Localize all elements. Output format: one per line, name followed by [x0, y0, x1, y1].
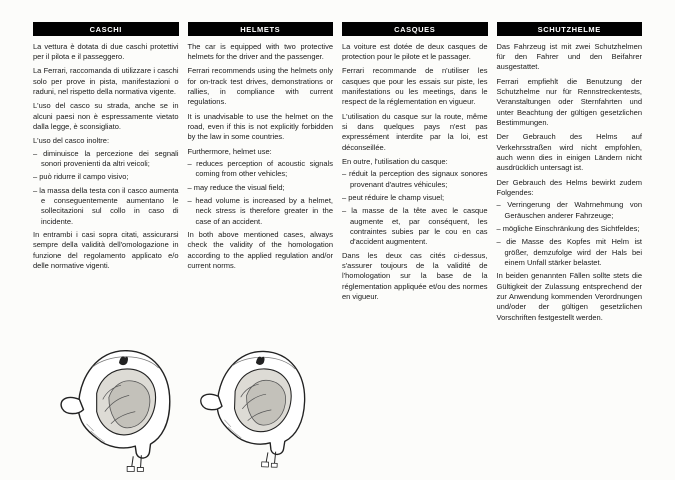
paragraph-closing: In both above mentioned cases, always check the validity of the homologation according to the applied regulation and/or current norms. [187, 230, 333, 271]
paragraph: La vettura è dotata di due caschi protettivi per il pilota e il passeggero. [33, 41, 179, 61]
four-language-columns [33, 22, 642, 327]
paragraph: Ferrari recommande de n'utiliser les casques que pour les essais sur piste, les manifestations ou les meetings, dans le respect de la réglementation en vigueur. [342, 66, 488, 107]
paragraph-lead: En outre, l'utilisation du casque: [342, 156, 448, 166]
bullet-item: – la masse de la tête avec le casque augmente et, par conséquent, les contraintes subies par le cou en cas d'accident augmentent. [342, 206, 488, 247]
bullet-item: – Verringerung der Wahrnehmung von Geräuschen anderer Fahrzeuge; [496, 200, 642, 220]
bullet-item: – réduit la perception des signaux sonores provenant d'autres véhicules; [342, 169, 488, 189]
paragraph-closing: Dans les deux cas cités ci-dessus, s'assurer toujours de la validité de l'homologation sur la base de la réglementation appliquée et/ou des normes en vigueur. [342, 250, 488, 302]
paragraph-lead: L'uso del casco inoltre: [33, 136, 110, 146]
paragraph-closing: In beiden genannten Fällen sollte stets die Gültigkeit der Zulassung entsprechend der zur Anwendung kommenden Verordnungen und/oder der gültigen gesetzlichen Vorschriften festgestellt werden. [496, 271, 642, 322]
column-italian [33, 22, 179, 327]
paragraph: Ferrari recommends using the helmets only for on-track test drives, demonstrations or rallies, in compliance with current regulations. [187, 66, 333, 107]
column-header-helmets: HELMETS [188, 22, 334, 36]
paragraph: It is unadvisable to use the helmet on the road, even if this is not explicitly forbidden by the law in some countries. [187, 111, 333, 142]
bullet-item: – head volume is increased by a helmet, neck stress is therefore greater in the case of an accident. [187, 195, 333, 226]
paragraph: La voiture est dotée de deux casques de protection pour le pilote et le passager. [342, 41, 488, 61]
column-english [188, 22, 334, 327]
paragraph: L'uso del casco su strada, anche se in alcuni paesi non è espressamente vietato dalla legge, è sconsigliato. [33, 101, 179, 131]
helmet-illustrations [52, 336, 318, 474]
bullet-item: – reduces perception of acoustic signals coming from other vehicles; [187, 158, 333, 179]
paragraph-closing: In entrambi i casi sopra citati, assicurarsi sempre della validità dell'omologazione in funzione del regolamento applicato e/o delle normative vigenti. [33, 230, 179, 271]
column-header-caschi: CASCHI [33, 22, 179, 36]
column-french [342, 22, 488, 327]
helmet-left-illustration [52, 336, 184, 474]
bullet-item: – può ridurre il campo visivo; [33, 172, 129, 182]
paragraph: L'utilisation du casque sur la route, même si dans quelques pays n'est pas expressément interdite par la loi, est déconseillée. [342, 111, 488, 152]
paragraph-lead: Furthermore, helmet use: [187, 146, 272, 156]
bullet-item: – die Masse des Kopfes mit Helm ist größer, demzufolge wird der Hals bei einem Unfall stärker belastet. [496, 237, 642, 268]
paragraph: Das Fahrzeug ist mit zwei Schutzhelmen für den Fahrer und den Beifahrer ausgestattet. [496, 41, 642, 72]
bullet-item: – mögliche Einschränkung des Sichtfeldes; [496, 224, 640, 233]
bullet-item: – may reduce the visual field; [187, 182, 285, 192]
bullet-item: – diminuisce la percezione dei segnali sonori provenienti da altri veicoli; [33, 148, 179, 168]
paragraph: Der Gebrauch des Helms auf Verkehrsstraßen wird nicht empfohlen, auch wenn dies in einigen Ländern nicht ausdrücklich untersagt ist. [496, 132, 642, 173]
paragraph: The car is equipped with two protective helmets for the driver and the passenger. [187, 41, 333, 61]
paragraph: La Ferrari, raccomanda di utilizzare i caschi solo per prove in pista, manifestazioni o raduni, nel rispetto della normativa vigente. [33, 66, 179, 96]
column-german [497, 22, 643, 327]
column-header-casques: CASQUES [342, 22, 488, 36]
paragraph-lead: Der Gebrauch des Helms bewirkt zudem Folgendes: [496, 177, 642, 197]
helmet-right-illustration [192, 336, 318, 470]
bullet-item: – peut réduire le champ visuel; [342, 192, 445, 202]
column-header-schutzhelme: SCHUTZHELME [497, 22, 643, 36]
paragraph: Ferrari empfiehlt die Benutzung der Schutzhelme nur für Rennstreckentests, Veranstaltungen oder Sternfahrten und unter Beachtung der gültigen gesetzlichen Bestimmungen. [496, 76, 642, 127]
bullet-item: – la massa della testa con il casco aumenta e conseguentemente aumentano le sollecitazioni sul collo in caso di incidente. [33, 185, 179, 226]
